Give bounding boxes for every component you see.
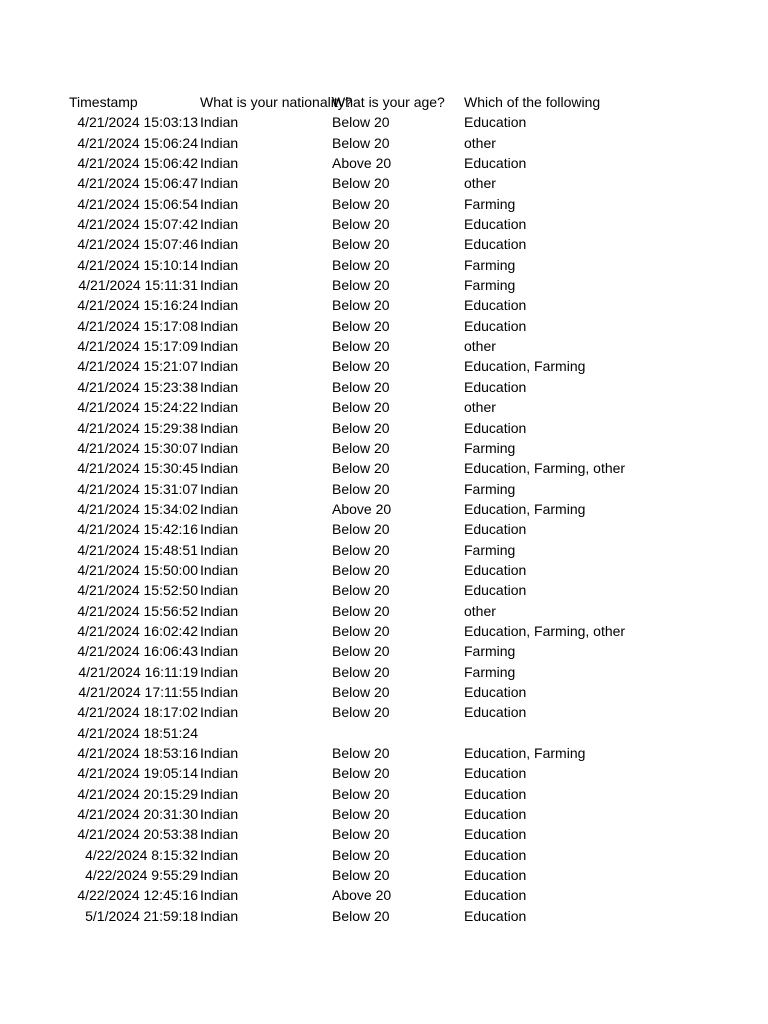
- cell-nationality: Indian: [200, 887, 239, 904]
- table-row: [66, 255, 596, 275]
- table-row: [66, 682, 596, 702]
- cell-age: Below 20: [332, 317, 390, 334]
- cell-nationality: Indian: [200, 521, 239, 538]
- cell-sector: Education: [464, 114, 527, 131]
- table-row: [66, 458, 626, 478]
- cell-age: Below 20: [332, 907, 390, 924]
- cell-sector: [464, 723, 596, 743]
- cell-timestamp: 4/22/2024 8:15:32: [85, 846, 198, 863]
- table-body: [66, 112, 626, 926]
- cell-timestamp: 4/21/2024 16:11:19: [78, 663, 198, 680]
- table-row: [66, 885, 596, 905]
- cell-nationality: Indian: [200, 297, 239, 314]
- cell-sector: Education: [464, 785, 527, 802]
- cell-timestamp: 4/21/2024 15:10:14: [77, 256, 198, 273]
- table-row: [66, 743, 596, 763]
- header-sector: Which of the following: [464, 94, 601, 110]
- cell-sector: Farming: [464, 277, 516, 294]
- cell-sector: Farming: [464, 643, 516, 660]
- cell-sector: other: [464, 175, 496, 192]
- cell-sector: Farming: [464, 541, 516, 558]
- cell-timestamp: 4/21/2024 15:42:16: [77, 521, 198, 538]
- cell-nationality: Indian: [200, 256, 239, 273]
- cell-nationality: Indian: [200, 867, 239, 884]
- cell-sector: Education: [464, 907, 527, 924]
- cell-age: Below 20: [332, 643, 390, 660]
- cell-age: Below 20: [332, 663, 390, 680]
- table-row: [66, 519, 596, 539]
- cell-sector: Farming: [464, 256, 516, 273]
- table-row: [66, 295, 596, 315]
- cell-nationality: Indian: [200, 561, 239, 578]
- cell-age: Below 20: [332, 277, 390, 294]
- cell-age: Above 20: [332, 887, 392, 904]
- cell-nationality: Indian: [200, 663, 239, 680]
- cell-nationality: Indian: [200, 236, 239, 253]
- spreadsheet: [66, 92, 626, 926]
- cell-nationality: Indian: [200, 846, 239, 863]
- table-row: [66, 702, 596, 722]
- cell-nationality: Indian: [200, 683, 239, 700]
- cell-age: Below 20: [332, 175, 390, 192]
- cell-age: Below 20: [332, 826, 390, 843]
- cell-age: Below 20: [332, 745, 390, 761]
- table-row: [66, 621, 626, 641]
- header-row: [66, 92, 601, 112]
- cell-timestamp: 4/21/2024 15:17:08: [77, 317, 198, 334]
- cell-age: Below 20: [332, 256, 390, 273]
- table-row: [66, 601, 596, 621]
- cell-timestamp: 4/21/2024 15:17:09: [77, 338, 198, 355]
- cell-nationality: Indian: [200, 378, 239, 395]
- cell-timestamp: 4/21/2024 20:31:30: [77, 806, 198, 823]
- cell-age: Below 20: [332, 480, 390, 497]
- cell-age: Below 20: [332, 867, 390, 884]
- cell-sector: Farming: [464, 439, 516, 456]
- cell-nationality: Indian: [200, 317, 239, 334]
- cell-nationality: Indian: [200, 643, 239, 660]
- cell-sector: Education: [464, 297, 527, 314]
- cell-age: Below 20: [332, 134, 390, 151]
- cell-sector: Education: [464, 419, 527, 436]
- cell-nationality: Indian: [200, 480, 239, 497]
- cell-age: Above 20: [332, 500, 392, 517]
- table-row: [66, 418, 596, 438]
- table-row: [66, 173, 596, 193]
- cell-timestamp: 4/21/2024 18:17:02: [77, 704, 198, 721]
- cell-age: Below 20: [332, 602, 390, 619]
- cell-nationality: Indian: [200, 704, 239, 721]
- table-row: [66, 662, 596, 682]
- cell-timestamp: 4/21/2024 15:48:51: [77, 541, 198, 558]
- cell-timestamp: 4/21/2024 20:15:29: [77, 785, 198, 802]
- cell-nationality: Indian: [200, 622, 239, 639]
- cell-timestamp: 4/21/2024 15:06:42: [77, 155, 198, 172]
- cell-timestamp: 4/21/2024 15:06:24: [77, 134, 198, 151]
- cell-age: Below 20: [332, 399, 390, 416]
- table-row: [66, 499, 596, 519]
- table-row: [66, 723, 596, 743]
- cell-age: Below 20: [332, 378, 390, 395]
- cell-sector: other: [464, 399, 496, 416]
- header-age: What is your age?: [332, 94, 445, 110]
- cell-nationality: Indian: [200, 460, 239, 477]
- cell-nationality: Indian: [200, 175, 239, 192]
- cell-timestamp: 4/21/2024 15:29:38: [77, 419, 198, 436]
- cell-nationality: Indian: [200, 907, 239, 924]
- cell-age: [332, 723, 463, 743]
- table-row: [66, 479, 596, 499]
- cell-nationality: Indian: [200, 582, 239, 599]
- cell-sector: Education: [464, 846, 527, 863]
- cell-timestamp: 4/21/2024 15:31:07: [77, 480, 198, 497]
- cell-age: Below 20: [332, 846, 390, 863]
- cell-nationality: Indian: [200, 806, 239, 823]
- table-row: [66, 824, 596, 844]
- cell-age: Below 20: [332, 622, 390, 639]
- cell-nationality: Indian: [200, 134, 239, 151]
- cell-timestamp: 4/21/2024 15:06:54: [77, 195, 198, 212]
- cell-timestamp: 4/21/2024 15:34:02: [77, 500, 198, 517]
- cell-age: Below 20: [332, 561, 390, 578]
- cell-sector: Education: [464, 521, 527, 538]
- cell-age: Below 20: [332, 521, 390, 538]
- cell-nationality: Indian: [200, 358, 239, 375]
- cell-sector: Farming: [464, 195, 516, 212]
- table-row: [66, 377, 596, 397]
- cell-nationality: Indian: [200, 765, 239, 782]
- table-row: [66, 133, 596, 153]
- table-row: [66, 194, 596, 214]
- cell-nationality: Indian: [200, 826, 239, 843]
- cell-nationality: Indian: [200, 155, 239, 172]
- cell-sector: Education, Farming: [464, 500, 586, 517]
- cell-sector: Education, Farming: [464, 358, 586, 375]
- cell-nationality: Indian: [200, 277, 239, 294]
- cell-sector: Education: [464, 867, 527, 884]
- cell-nationality: Indian: [200, 500, 239, 517]
- cell-sector: Education: [464, 236, 527, 253]
- cell-nationality: Indian: [200, 602, 239, 619]
- cell-timestamp: 4/21/2024 17:11:55: [78, 683, 198, 700]
- cell-age: Below 20: [332, 216, 390, 233]
- cell-nationality: [200, 723, 331, 743]
- cell-age: Above 20: [332, 155, 392, 172]
- table-row: [66, 438, 596, 458]
- cell-timestamp: 4/21/2024 15:56:52: [77, 602, 198, 619]
- cell-timestamp: 4/21/2024 15:24:22: [77, 399, 198, 416]
- cell-timestamp: 4/21/2024 15:30:07: [77, 439, 198, 456]
- cell-age: Below 20: [332, 338, 390, 355]
- cell-sector: Education, Farming: [464, 745, 586, 761]
- cell-timestamp: 5/1/2024 21:59:18: [85, 907, 198, 924]
- cell-sector: Education: [464, 826, 527, 843]
- cell-age: Below 20: [332, 439, 390, 456]
- cell-sector: Education: [464, 765, 527, 782]
- cell-sector: Education: [464, 155, 527, 172]
- cell-age: Below 20: [332, 765, 390, 782]
- cell-sector: Education: [464, 317, 527, 334]
- cell-sector: Education: [464, 216, 527, 233]
- table-row: [66, 641, 596, 661]
- table-row: [66, 112, 596, 132]
- cell-timestamp: 4/21/2024 16:06:43: [77, 643, 198, 660]
- cell-sector: Education: [464, 806, 527, 823]
- cell-timestamp: 4/21/2024 15:07:42: [77, 216, 198, 233]
- cell-age: Below 20: [332, 114, 390, 131]
- cell-sector: other: [464, 134, 496, 151]
- table-row: [66, 804, 596, 824]
- table-row: [66, 316, 596, 336]
- table-row: [66, 763, 596, 783]
- cell-sector: Farming: [464, 663, 516, 680]
- cell-sector: Education: [464, 582, 527, 599]
- cell-age: Below 20: [332, 460, 390, 477]
- cell-sector: Education: [464, 704, 527, 721]
- cell-nationality: Indian: [200, 745, 239, 761]
- table-row: [66, 214, 596, 234]
- table-row: [66, 153, 596, 173]
- cell-age: Below 20: [332, 297, 390, 314]
- cell-timestamp: 4/21/2024 15:30:45: [77, 460, 198, 477]
- table-row: [66, 580, 596, 600]
- cell-age: Below 20: [332, 683, 390, 700]
- table-row: [66, 356, 596, 376]
- header-timestamp: Timestamp: [69, 94, 138, 110]
- cell-sector: other: [464, 338, 496, 355]
- cell-sector: Education: [464, 378, 527, 395]
- cell-sector: Education, Farming, other: [464, 460, 626, 477]
- cell-nationality: Indian: [200, 399, 239, 416]
- cell-timestamp: 4/21/2024 15:52:50: [77, 582, 198, 599]
- cell-nationality: Indian: [200, 785, 239, 802]
- cell-timestamp: 4/21/2024 15:06:47: [77, 175, 198, 192]
- cell-age: Below 20: [332, 582, 390, 599]
- cell-nationality: Indian: [200, 195, 239, 212]
- cell-timestamp: 4/21/2024 15:16:24: [77, 297, 198, 314]
- cell-age: Below 20: [332, 704, 390, 721]
- cell-timestamp: 4/22/2024 12:45:16: [77, 887, 198, 904]
- cell-timestamp: 4/21/2024 15:23:38: [77, 378, 198, 395]
- cell-age: Below 20: [332, 195, 390, 212]
- cell-timestamp: 4/21/2024 15:50:00: [77, 561, 198, 578]
- cell-nationality: Indian: [200, 114, 239, 131]
- table-row: [66, 540, 596, 560]
- cell-sector: Education: [464, 561, 527, 578]
- cell-sector: Education, Farming, other: [464, 622, 626, 639]
- table-row: [66, 845, 596, 865]
- cell-timestamp: 4/21/2024 15:03:13: [77, 114, 198, 131]
- table-row: [66, 784, 596, 804]
- cell-age: Below 20: [332, 358, 390, 375]
- cell-age: Below 20: [332, 236, 390, 253]
- cell-sector: other: [464, 602, 496, 619]
- cell-timestamp: 4/21/2024 15:11:31: [78, 277, 198, 294]
- table-row: [66, 906, 596, 926]
- cell-timestamp: 4/22/2024 9:55:29: [85, 867, 198, 884]
- cell-age: Below 20: [332, 785, 390, 802]
- cell-timestamp: 4/21/2024 15:21:07: [77, 358, 198, 375]
- cell-timestamp: 4/21/2024 16:02:42: [77, 622, 198, 639]
- cell-nationality: Indian: [200, 216, 239, 233]
- cell-timestamp: 4/21/2024 15:07:46: [77, 236, 198, 253]
- cell-timestamp: 4/21/2024 18:51:24: [77, 724, 198, 741]
- cell-timestamp: 4/21/2024 20:53:38: [77, 826, 198, 843]
- table-row: [66, 336, 596, 356]
- table-row: [66, 560, 596, 580]
- header-nationality: What is your nationality?: [200, 94, 353, 110]
- cell-age: Below 20: [332, 419, 390, 436]
- cell-sector: Education: [464, 683, 527, 700]
- table-row: [66, 234, 596, 254]
- cell-nationality: Indian: [200, 439, 239, 456]
- table-row: [66, 397, 596, 417]
- cell-nationality: Indian: [200, 541, 239, 558]
- cell-sector: Farming: [464, 480, 516, 497]
- cell-nationality: Indian: [200, 419, 239, 436]
- cell-age: Below 20: [332, 806, 390, 823]
- cell-nationality: Indian: [200, 338, 239, 355]
- cell-sector: Education: [464, 887, 527, 904]
- table-row: [66, 275, 596, 295]
- cell-age: Below 20: [332, 541, 390, 558]
- cell-timestamp: 4/21/2024 18:53:16: [77, 745, 198, 761]
- cell-timestamp: 4/21/2024 19:05:14: [77, 765, 198, 782]
- table-row: [66, 865, 596, 885]
